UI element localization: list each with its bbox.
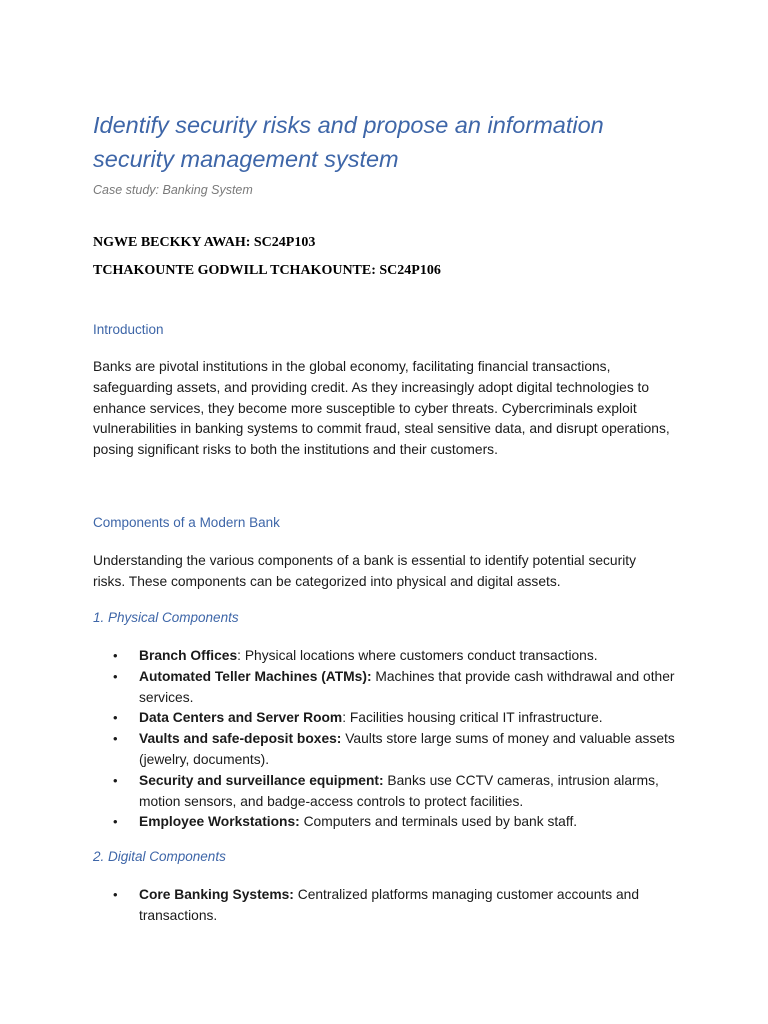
item-term: Employee Workstations: bbox=[139, 814, 300, 830]
subheading-digital-components: 2. Digital Components bbox=[93, 849, 226, 864]
bullet-icon: • bbox=[113, 814, 118, 830]
list-item bbox=[93, 771, 688, 813]
item-term: Core Banking Systems: bbox=[139, 887, 294, 902]
item-description: Physical locations where customers conduct transactions. bbox=[241, 648, 598, 663]
document-title: Identify security risks and propose an information security management system bbox=[93, 112, 604, 172]
item-term: Data Centers and Server Room bbox=[139, 710, 343, 726]
bullet-icon: • bbox=[113, 648, 118, 663]
bullet-icon: • bbox=[113, 731, 118, 747]
author-line: TCHAKOUNTE GODWILL TCHAKOUNTE: SC24P106 bbox=[93, 263, 441, 278]
item-term: Automated Teller Machines (ATMs) bbox=[139, 668, 367, 684]
item-description: Centralized platforms managing customer accounts and transactions. bbox=[139, 887, 639, 923]
item-description: : Facilities housing critical IT infrastructure. bbox=[342, 710, 603, 726]
subheading-physical-components: 1. Physical Components bbox=[93, 610, 239, 625]
list-item: • Automated Teller Machines (ATMs): Machines that provide cash withdrawal and other services. bbox=[113, 668, 675, 705]
section-heading-components: Components of a Modern Bank bbox=[93, 515, 280, 530]
bullet-icon: • bbox=[113, 887, 118, 902]
item-term: Vaults and safe-deposit boxes: bbox=[139, 731, 342, 747]
components-paragraph: Understanding the various components of a bank is essential to identify potential security risks. These components can be categorized into physical and digital assets. bbox=[93, 553, 636, 589]
document-subtitle: Case study: Banking System bbox=[93, 183, 253, 197]
section-heading-introduction: Introduction bbox=[93, 322, 164, 337]
list-item bbox=[93, 812, 688, 833]
list-item bbox=[93, 729, 688, 771]
item-term: Security and surveillance equipment: bbox=[139, 772, 384, 788]
list-item bbox=[93, 885, 668, 927]
bullet-icon: • bbox=[113, 668, 118, 684]
physical-components-list bbox=[93, 646, 688, 833]
list-item: • Branch Offices: Physical locations where customers conduct transactions. bbox=[93, 646, 688, 667]
author-line: NGWE BECKKY AWAH: SC24P103 bbox=[93, 235, 316, 250]
list-item bbox=[93, 708, 688, 729]
item-term: Branch Offices bbox=[139, 648, 238, 663]
introduction-paragraph: Banks are pivotal institutions in the global economy, facilitating financial transactions, safeguarding assets, and providing credit. As they increasingly adopt digital technologies to enhance services, they become more susceptible to cyber threats. Cybercriminals exploit vulnerabilities in banking systems to commit fraud, steal sensitive data, and disrupt operations, posing significant risks to both the institutions and their customers. bbox=[93, 359, 670, 458]
digital-components-list bbox=[93, 885, 668, 927]
bullet-icon: • bbox=[113, 710, 118, 726]
item-description: Computers and terminals used by bank staff. bbox=[299, 814, 578, 830]
item-description: Vaults store large sums of money and valuable assets (jewelry, documents). bbox=[139, 731, 675, 767]
item-description: Machines that provide cash withdrawal and other services. bbox=[139, 668, 675, 705]
bullet-icon: • bbox=[113, 772, 118, 788]
item-description: Banks use CCTV cameras, intrusion alarms, motion sensors, and badge-access controls to protect facilities. bbox=[139, 772, 659, 809]
